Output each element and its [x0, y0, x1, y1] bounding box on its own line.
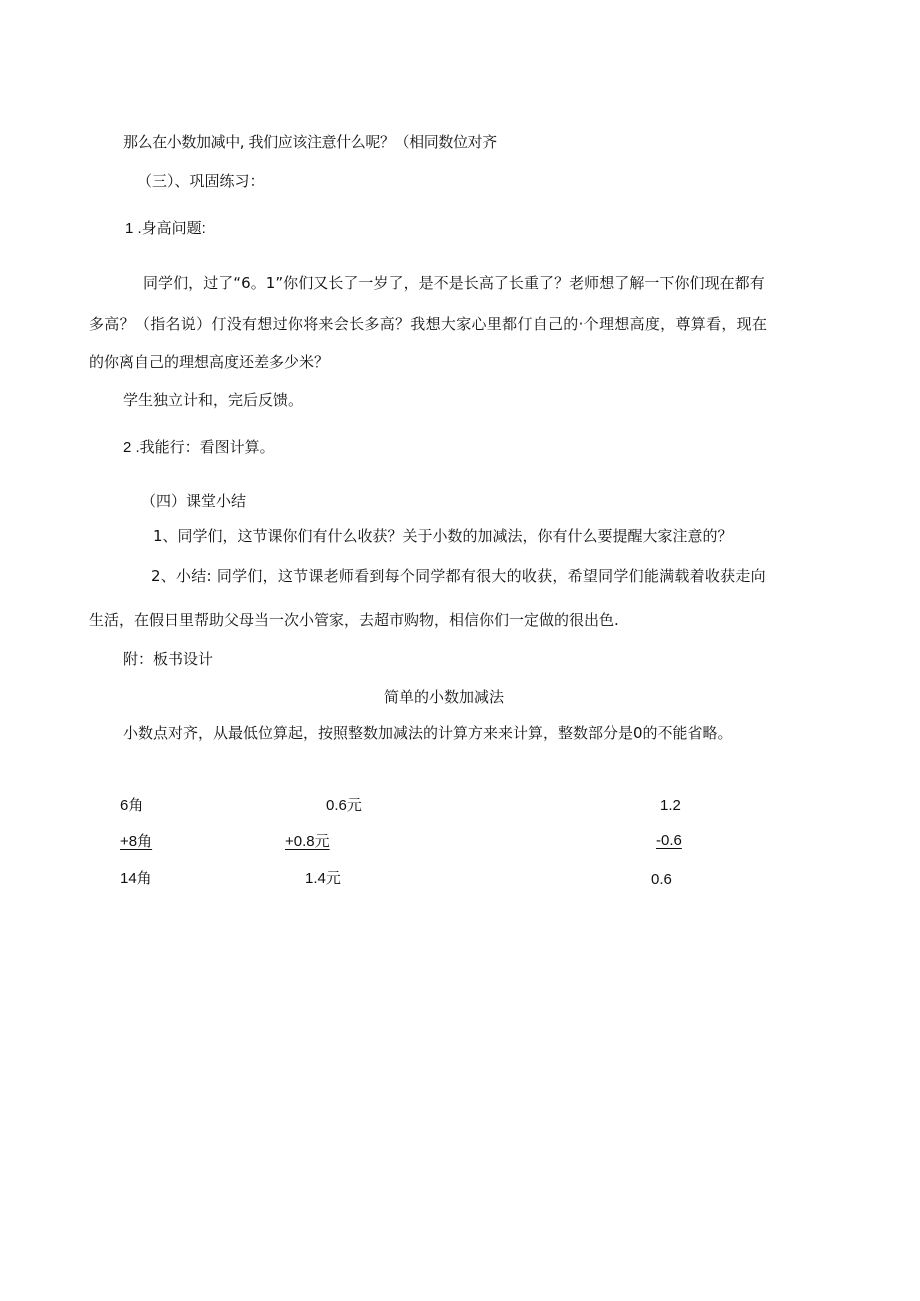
paragraph-line: 同学们，过了“6。1”你们又长了一岁了，是不是长高了长重了？老师想了解一下你们现在都有	[143, 274, 765, 292]
calc-3-operand: 1.2	[660, 797, 681, 814]
summary-item-2-continued: 生活，在假日里帮助父母当一次小管家，去超市购物，相信你们一定做的很出色.	[89, 611, 619, 629]
paragraph-line: 的你离自己的理想高度还差多少米？	[89, 353, 330, 371]
calc-3-subtrahend: -0.6	[656, 832, 682, 849]
summary-item-1: 1、同学们，这节课你们有什么收获？关于小数的加减法，你有什么要提醒大家注意的？	[153, 527, 733, 545]
calc-1-operand: 6角	[120, 797, 144, 814]
section-heading-summary: （四）课堂小结	[141, 492, 247, 510]
board-rule: 小数点对齐，从最低位算起，按照整数加减法的计算方来来计算，整数部分是0的不能省略。	[123, 724, 733, 742]
calc-2-operand: 0.6元	[326, 797, 362, 814]
calc-1-addend: +8角	[120, 833, 153, 850]
feedback-line: 学生独立计和，完后反馈。	[123, 391, 304, 409]
calc-2-addend: +0.8元	[285, 833, 330, 850]
section-heading-consolidation: （三）、巩固练习：	[137, 172, 265, 190]
paragraph-line: 多高？（指名说）仃没有想过你将来会长多高？我想大家心里都仃自己的·个理想高度，尊算看，现在	[89, 315, 768, 333]
calc-3-result: 0.6	[651, 871, 672, 888]
exercise-2-heading: 2 .我能行：看图计算。	[123, 439, 275, 456]
calc-2-result: 1.4元	[305, 870, 341, 887]
question-line: 那么在小数加减中, 我们应该注意什么呢？（相同数位对齐	[123, 133, 497, 151]
calc-1-result: 14角	[120, 870, 152, 887]
appendix-label: 附：板书设计	[123, 650, 214, 668]
summary-item-2: 2、小结: 同学们，这节课老师看到每个同学都有很大的收获，希望同学们能满载着收获走向	[151, 567, 766, 585]
exercise-1-heading: 1 .身高问题:	[125, 220, 206, 237]
board-title: 简单的小数加减法	[384, 688, 505, 706]
